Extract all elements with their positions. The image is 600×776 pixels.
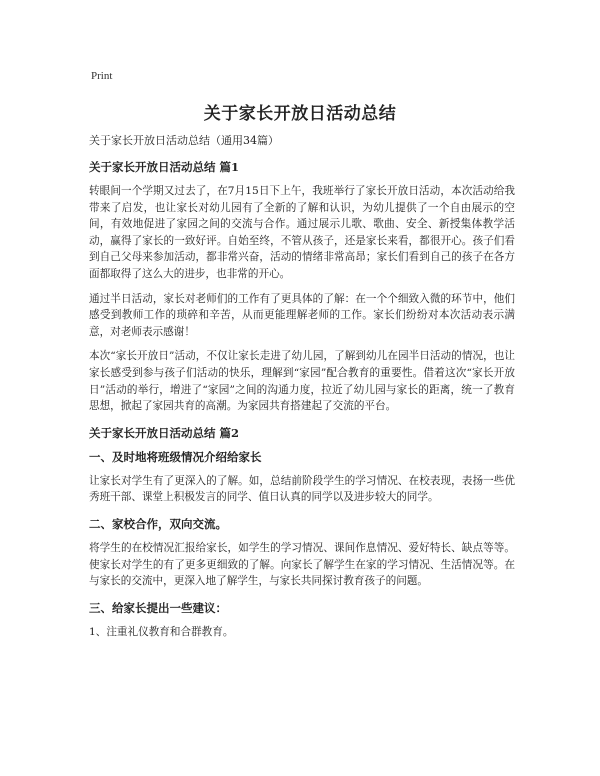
section-2-text: 将学生的在校情况汇报给家长，如学生的学习情况、课间作息情况、爱好特长、缺点等等。使家长对学生的有了更多更细致的了解。向家长了解学生在家的学习情况、生活情况等。在与家长的交流中，更深入地了解学生，与家长共同探讨教育孩子的问题。 — [89, 541, 515, 588]
document-subtitle: 关于家长开放日活动总结（通用34篇） — [89, 134, 279, 147]
section-3-text: 1、注重礼仪教育和合群教育。 — [89, 625, 234, 638]
article-1-heading: 关于家长开放日活动总结 篇1 — [89, 160, 240, 174]
section-1-text: 让家长对学生有了更深入的了解。如，总结前阶段学生的学习情况、在校表现，表扬一些优秀班干部、课堂上积极发言的同学、值日认真的同学以及进步较大的同学。 — [89, 474, 515, 504]
section-2-heading: 二、家校合作，双向交流。 — [89, 516, 227, 531]
document-title: 关于家长开放日活动总结 — [203, 104, 397, 124]
article-1-paragraph-2: 通过半日活动，家长对老师们的工作有了更具体的了解：在一个个细致入微的环节中，他们感受到教师工作的琐碎和辛苦，从而更能理解老师的工作。家长们纷纷对本次活动表示满意，对老师表示感谢！ — [89, 292, 515, 338]
print-label: Print — [91, 70, 113, 82]
article-1-paragraph-3: 本次“家长开放日”活动，不仅让家长走进了幼儿园，了解到幼儿在园半日活动的情况，也让家长感受到参与孩子们活动的快乐，理解到“家园”配合教育的重要性。借着这次“家长开放日”活动的举行，增进了“家园”之间的沟通力度，拉近了幼儿园与家长的距离，统一了教育思想，掀起了家园共育的高潮。为家园共育搭建起了交流的平台。 — [89, 350, 515, 413]
section-3-heading: 三、给家长提出一些建议： — [89, 600, 227, 615]
section-1-heading: 一、及时地将班级情况介绍给家长 — [89, 449, 262, 464]
document-body — [89, 133, 515, 648]
article-2-heading: 关于家长开放日活动总结 篇2 — [89, 425, 240, 440]
article-1-paragraph-1: 转眼间一个学期又过去了，在7月15日下上午，我班举行了家长开放日活动，本次活动给我带来了启发，也让家长对幼儿园有了全新的了解和认识，为幼儿提供了一个自由展示的空间，有效地促进了家园之间的交流与合作。通过展示儿歌、歌曲、安全、新授集体教学活动，赢得了家长的一致好评。自始至终，不管从孩子，还是家长来看，都很开心。孩子们看到自己父母来参加活动，都非常兴奋，活动的情绪非常高昂；家长们看到自己的孩子在各方面都取得了这么大的进步，也非常的开心。 — [89, 185, 515, 280]
